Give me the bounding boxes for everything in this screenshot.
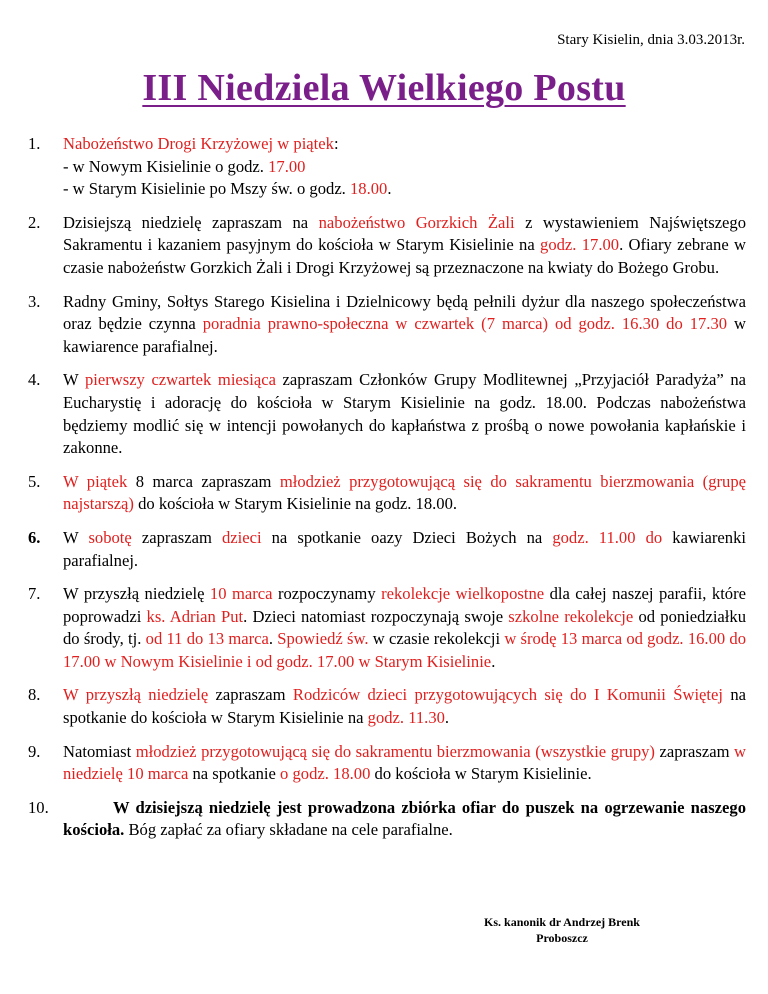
item-text-highlight: godz. 17.00 (540, 235, 620, 255)
item-text: : (333, 134, 339, 153)
item-text-highlight: szkolne rekolekcje (508, 606, 634, 626)
list-item-1 (28, 133, 746, 201)
item-text: na spotkanie (188, 764, 281, 784)
item-text-highlight: się do sakramentu bierzmowania (wszystkie grupy) (307, 741, 655, 761)
item-text-bold: W dzisiejszą niedzielę jest prowadzona zbiórka ofiar do puszek na ogrzewanie naszego kościoła. (63, 797, 746, 840)
list-item-7 (28, 583, 746, 673)
item-text-highlight: Nabożeństwo Drogi Krzyżowej w piątek (63, 134, 334, 153)
item-text: W (63, 370, 85, 390)
item-number: 9. (28, 741, 41, 761)
item-text-highlight: Rodziców dzieci przygotowujących się do I Komunii Świętej (292, 685, 724, 705)
item-text: W (63, 527, 89, 547)
item-number: 6. (28, 527, 41, 547)
item-text: zapraszam (654, 741, 735, 761)
item-text-highlight: 17.00 (268, 156, 306, 176)
item-number: 3. (28, 291, 41, 311)
item-text: Dzisiejszą niedzielę zapraszam na (63, 212, 319, 232)
item-text-highlight: w środę 13 marca od godz. 16.00 do 17.00 w Nowym Kisielinie i od godz. 17.00 w Starym Kisielinie (63, 629, 746, 671)
signature-name: Ks. kanonik dr Andrzej Brenk (484, 915, 640, 929)
item-text: . (268, 629, 278, 649)
item-text: - w Nowym Kisielinie o godz. (63, 156, 269, 176)
item-text-highlight: W piątek (63, 471, 128, 491)
item-text: dla całej naszej parafii, które poprowadzi (63, 584, 746, 626)
item-text: . (491, 651, 496, 671)
item-text: Bóg zapłać za ofiary składane na cele parafialne. (124, 820, 453, 840)
item-text: Radny Gminy, Sołtys Starego Kisielina i Dzielnicowy będą pełnili dyżur dla naszego społeczeństwa oraz będzie czynna (63, 291, 746, 334)
item-text-highlight: godz. 11.00 do (552, 527, 663, 547)
list-item-5 (28, 471, 746, 516)
item-text-highlight: o godz. 18.00 (280, 764, 371, 784)
item-text-highlight: W przyszłą niedzielę (63, 685, 209, 705)
item-text: . (387, 179, 392, 199)
list-item-8 (28, 684, 746, 729)
item-text: zapraszam Członków Grupy Modlitewnej „Przyjaciół Paradyża” na Eucharystię i adorację do kościoła w Starym Kisielinie na godz. 18.00. Podczas nabożeństwa będziemy modlić się w intencji powołanych do kapłaństwa z prośbą o nowe powołania kapłańskie i zakonne. (63, 370, 746, 458)
list-item-3 (28, 291, 746, 359)
list-item-2 (28, 212, 746, 280)
item-text-highlight: Spowiedź św. (277, 629, 369, 649)
item-text: Natomiast (63, 741, 136, 761)
list-item-9 (28, 741, 746, 786)
item-text: od poniedziałku do środy, tj. (63, 606, 747, 649)
item-text-highlight: dzieci (221, 527, 262, 547)
item-number: 8. (28, 685, 41, 705)
item-text-highlight: sobotę (88, 527, 132, 547)
list-item-6 (28, 527, 746, 572)
item-text-highlight: ks. Adrian Put (146, 606, 244, 626)
item-text: zapraszam (208, 685, 293, 705)
item-text: na spotkanie oazy Dzieci Bożych na (261, 527, 553, 547)
item-text-highlight: godz. 11.30 (367, 708, 445, 728)
list-item-4 (28, 369, 746, 459)
item-text: na spotkanie do kościoła w Starym Kisielinie na (63, 685, 747, 728)
signature (462, 914, 662, 946)
item-number: 4. (28, 370, 41, 390)
page-title: III Niedziela Wielkiego Postu (142, 67, 626, 109)
announcement-list (28, 133, 746, 853)
item-text-highlight: rekolekcje wielkopostne (381, 584, 545, 604)
item-text: . Ofiary zebrane w czasie nabożeństw Gorzkich Żali i Drogi Krzyżowej są przeznaczone na kwiaty do Bożego Grobu. (63, 235, 746, 277)
item-text-highlight: pierwszy czwartek miesiąca (84, 370, 276, 390)
item-number: 1. (28, 134, 41, 153)
item-text: w czasie rekolekcji (368, 629, 505, 649)
item-number: 10. (28, 797, 49, 817)
item-text: zapraszam (131, 527, 222, 547)
item-text-highlight: nabożeństwo Gorzkich Żali (318, 212, 515, 232)
date-line: Stary Kisielin, dnia 3.03.2013r. (557, 32, 745, 48)
item-text-highlight: młodzież przygotowującą (135, 741, 308, 761)
item-text: 8 marca zapraszam (127, 471, 280, 491)
item-text-highlight: 10 marca (209, 584, 273, 604)
item-text: W przyszłą niedzielę (63, 584, 210, 604)
item-number: 7. (28, 584, 41, 604)
item-text: rozpoczynamy (272, 584, 382, 604)
item-text-highlight: od 11 do 13 marca (145, 629, 269, 649)
item-text: . Dzieci natomiast rozpoczynają swoje (243, 606, 509, 626)
signature-role: Proboszcz (536, 931, 588, 945)
item-number: 2. (28, 212, 41, 232)
item-text: z wystawieniem Najświętszego Sakramentu i kazaniem pasyjnym do kościoła w Starym Kisielinie na (63, 212, 747, 255)
list-item-10 (28, 797, 746, 842)
item-text: do kościoła w Starym Kisielinie na godz. 18.00. (133, 494, 458, 514)
item-text: do kościoła w Starym Kisielinie. (370, 764, 592, 784)
item-text-highlight: w niedzielę 10 marca (63, 741, 747, 784)
item-text-highlight: 18.00 (349, 179, 388, 199)
item-text-highlight: młodzież przygotowującą się do sakramentu bierzmowania (grupę najstarszą) (63, 471, 746, 514)
item-text: . (444, 708, 450, 728)
item-text-highlight: poradnia prawno-społeczna w czwartek (7 marca) od godz. 16.30 do 17.30 (202, 314, 728, 334)
item-text: kawiarenki parafialnej. (63, 527, 746, 570)
item-text: w kawiarence parafialnej. (63, 314, 747, 356)
item-number: 5. (28, 471, 41, 491)
item-text: - w Starym Kisielinie po Mszy św. o godz. (63, 179, 350, 199)
